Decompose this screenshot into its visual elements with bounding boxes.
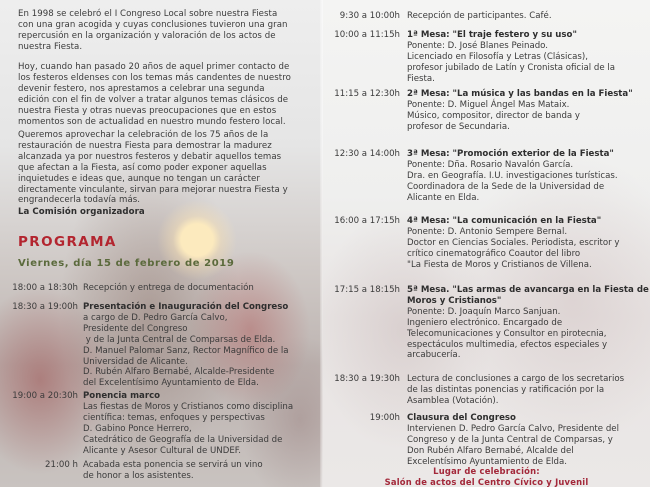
schedule-time: 18:30 a 19:30h	[334, 374, 400, 384]
signature: La Comisión organizadora	[18, 207, 145, 217]
venue-label: Lugar de celebración:	[433, 466, 540, 476]
text-line: devenir festero, nos aprestamos a celebrar una segunda	[18, 83, 265, 94]
schedule-description	[407, 149, 618, 204]
schedule-item	[323, 285, 649, 361]
text-line: Ponente: D. José Blanes Peinado.	[407, 40, 549, 51]
text-line: Recepción de participantes. Café.	[407, 11, 552, 21]
program-heading: PROGRAMA	[18, 234, 117, 250]
text-line: engrandecerla todavía más.	[18, 195, 141, 206]
text-line: Doctor en Ciencias Sociales. Periodista, escritor y	[407, 237, 620, 248]
schedule-time: 18:00 a 18:30h	[12, 283, 78, 293]
schedule-time: 12:30 a 14:00h	[334, 149, 400, 159]
text-line: Don Rubén Alfaro Bernabé, Alcalde del	[407, 445, 574, 456]
schedule-description	[407, 11, 552, 22]
venue-place: Salón de actos del Centro Cívico y Juvenil	[384, 477, 589, 487]
schedule-title: 4ª Mesa: "La comunicación en la Fiesta"	[407, 216, 602, 226]
schedule-item	[0, 283, 254, 294]
schedule-description	[83, 460, 263, 482]
text-line: Ponente: D. Miguel Ángel Mas Mataix.	[407, 99, 570, 110]
schedule-description	[83, 302, 289, 389]
text-line: D. Manuel Palomar Sanz, Rector Magnífico de la	[83, 345, 289, 356]
schedule-time: 10:00 a 11:15h	[334, 30, 400, 40]
right-panel	[323, 0, 650, 487]
text-line: Alicante en Elda.	[407, 192, 480, 203]
text-line: inquietudes e ideas que, aunque no tengan un carácter	[18, 173, 260, 184]
schedule-time: 18:30 a 19:00h	[12, 302, 78, 312]
schedule-description	[407, 374, 624, 407]
text-line: Alicante y Asesor Cultural de UNDEF.	[83, 445, 242, 456]
text-line: arcabucería.	[407, 350, 461, 361]
schedule-item	[323, 30, 615, 85]
text-line: y de la Junta Central de Comparsas de Elda.	[83, 334, 276, 345]
schedule-description	[407, 216, 620, 271]
text-line: de las distintas ponencias y ratificación por la	[407, 384, 605, 395]
text-line: D. Rubén Alfaro Bernabé, Alcalde-Presidente	[83, 367, 275, 378]
schedule-time: 11:15 a 12:30h	[334, 89, 400, 99]
text-line: edición con el fin de volver a tratar algunos temas clásicos de	[18, 94, 289, 105]
schedule-item	[323, 89, 633, 133]
text-line: Hoy, cuando han pasado 20 años de aquel primer contacto de	[18, 62, 290, 72]
schedule-title: 5ª Mesa. "Las armas de avancarga en la Fiesta de	[407, 285, 649, 295]
schedule-item	[323, 149, 618, 204]
text-line: Licenciado en Filosofía y Letras (Clásicas),	[407, 51, 588, 62]
text-line: Ponente: Dña. Rosario Navalón García.	[407, 159, 574, 170]
schedule-time: 21:00 h	[45, 460, 78, 470]
text-line: directamente vinculante, sirvan para mejorar nuestra Fiesta y	[18, 184, 288, 195]
intro-paragraph-2	[18, 62, 308, 127]
schedule-time: 17:15 a 18:15h	[334, 285, 400, 295]
schedule-description	[407, 89, 633, 133]
text-line: nuestra Fiesta.	[18, 41, 83, 52]
text-line: Congreso y de la Junta Central de Comparsas, y	[407, 434, 613, 445]
schedule-description	[83, 283, 254, 294]
text-line: a cargo de D. Pedro García Calvo,	[83, 312, 228, 323]
text-line: Dra. en Geografía. I.U. investigaciones turísticas.	[407, 170, 618, 181]
text-line: Fiesta.	[407, 73, 435, 84]
text-line: Universidad de Alicante.	[83, 356, 188, 367]
text-line: crítico cinematográfico Coautor del libro	[407, 248, 581, 259]
text-line: Lectura de conclusiones a cargo de los secretarios	[407, 374, 625, 384]
text-line: restauración de nuestra Fiesta para demostrar la madurez	[18, 140, 272, 151]
schedule-time: 19:00 a 20:30h	[12, 391, 78, 401]
text-line: Presidente del Congreso	[83, 323, 188, 334]
text-line: Coordinadora de la Sede de la Universidad de	[407, 181, 605, 192]
schedule-item	[0, 391, 293, 456]
text-line: de honor a los asistentes.	[83, 470, 194, 481]
text-line: Intervienen D. Pedro García Calvo, Presidente del	[407, 423, 619, 434]
intro-paragraph-3	[18, 130, 308, 206]
text-line: espectáculos multimedia, efectos especiales y	[407, 339, 608, 350]
text-line: del Excelentísimo Ayuntamiento de Elda.	[83, 378, 259, 389]
text-line: profesor de Secundaria.	[407, 121, 510, 132]
schedule-item	[323, 216, 620, 271]
schedule-description	[407, 30, 615, 85]
schedule-item	[323, 413, 619, 468]
text-line: profesor jubilado de Latín y Cronista oficial de la	[407, 62, 616, 73]
schedule-time: 19:00h	[369, 413, 400, 423]
schedule-time: 16:00 a 17:15h	[334, 216, 400, 226]
text-line: Músico, compositor, director de banda y	[407, 110, 580, 121]
schedule-time: 9:30 a 10:00h	[339, 11, 400, 21]
text-line: Catedrático de Geografía de la Universidad de	[83, 434, 283, 445]
text-line: Las fiestas de Moros y Cristianos como disciplina	[83, 401, 294, 412]
text-line: Acabada esta ponencia se servirá un vino	[83, 460, 263, 470]
schedule-item	[323, 11, 552, 22]
text-line: Ingeniero electrónico. Encargado de	[407, 317, 563, 328]
text-line: Queremos aprovechar la celebración de los 75 años de la	[18, 130, 269, 140]
text-line: "La Fiesta de Moros y Cristianos de Villena.	[407, 259, 592, 270]
text-line: que afectan a la Fiesta, así como poder exponer aquellas	[18, 162, 267, 173]
schedule-title: Clausura del Congreso	[407, 413, 516, 423]
schedule-title: 2ª Mesa: "La música y las bandas en la Fiesta"	[407, 89, 633, 99]
schedule-item	[0, 460, 263, 482]
intro-paragraph-1	[18, 9, 308, 53]
schedule-title: Ponencia marco	[83, 391, 161, 401]
schedule-title: Presentación e Inauguración del Congreso	[83, 302, 289, 312]
schedule-description	[83, 391, 293, 456]
text-line: En 1998 se celebró el I Congreso Local sobre nuestra Fiesta	[18, 9, 278, 19]
program-date: Viernes, día 15 de febrero de 2019	[18, 258, 235, 269]
text-line: con una gran acogida y cuyas conclusiones tuvieron una gran	[18, 19, 288, 30]
schedule-description	[407, 413, 619, 468]
schedule-description	[407, 285, 649, 361]
text-line: Recepción y entrega de documentación	[83, 283, 254, 293]
schedule-item	[0, 302, 289, 389]
text-line: alcanzada ya por nuestros festeros y debatir aquellos temas	[18, 151, 282, 162]
text-line: Excelentísimo Ayuntamiento de Elda.	[407, 456, 567, 467]
schedule-title-continued: Moros y Cristianos"	[407, 295, 502, 306]
schedule-item	[323, 374, 624, 407]
text-line: Ponente: D. Antonio Sempere Bernal.	[407, 226, 568, 237]
schedule-title: 1ª Mesa: "El traje festero y su uso"	[407, 30, 577, 40]
text-line: Telecomunicaciones y Consultor en pirotecnia,	[407, 328, 607, 339]
left-panel	[0, 0, 323, 487]
text-line: D. Gabino Ponce Herrero,	[83, 423, 192, 434]
text-line: repercusión en la organización y valoración de los actos de	[18, 30, 276, 41]
text-line: Asamblea (Votación).	[407, 395, 499, 406]
schedule-title: 3ª Mesa: "Promoción exterior de la Fiesta"	[407, 149, 614, 159]
text-line: Ponente: D. Joaquín Marco Sanjuan.	[407, 306, 561, 317]
text-line: nuestra Fiesta y otras nuevas preocupaciones que en estos	[18, 105, 277, 116]
text-line: los festeros eldenses con los temas más candentes de nuestro	[18, 72, 291, 83]
text-line: momentos son de actualidad en nuestro mundo festero local.	[18, 116, 286, 127]
text-line: científica: temas, enfoques y perspectivas	[83, 412, 265, 423]
